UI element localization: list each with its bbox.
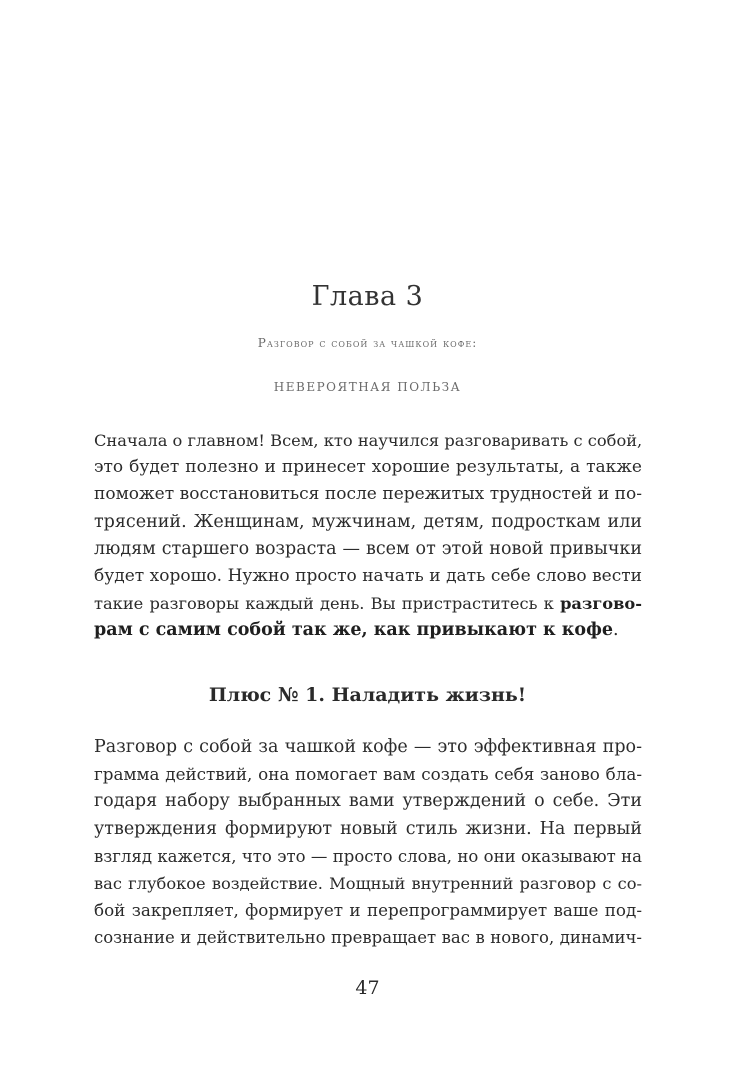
chapter-label: Глава 3 — [311, 281, 424, 312]
paragraph-line: бой закрепляет, формирует и перепрограммирует ваше под- — [94, 900, 642, 921]
chapter-title-line-2: НЕВЕРОЯТНАЯ ПОЛЬЗА — [273, 380, 462, 394]
paragraph-line: взгляд кажется, что это — просто слова, но они оказывают на — [94, 846, 642, 866]
paragraph-line-mixed — [94, 617, 642, 644]
paragraph-intro — [94, 427, 642, 645]
section-subheading: Плюс № 1. Наладить жизнь! — [208, 684, 527, 706]
paragraph-line: годаря набору выбранных вами утверждений о себе. Эти — [94, 791, 642, 812]
page-number: 47 — [355, 977, 380, 999]
paragraph-line: людям старшего возраста — всем от этой новой привычки — [94, 538, 642, 559]
chapter-title-line-1: Разговор с собой за чашкой кофе: — [257, 336, 478, 350]
paragraph-line: вас глубокое воздействие. Мощный внутренний разговор с со- — [94, 873, 642, 893]
paragraph-line: трясений. Женщинам, мужчинам, детям, подросткам или — [94, 511, 642, 532]
paragraph-line: сознание и действительно превращает вас в нового, динамич- — [94, 928, 642, 948]
paragraph-line: Разговор с собой за чашкой кофе — это эффективная про- — [94, 737, 642, 757]
paragraph-line-text: такие разговоры каждый день. Вы пристраститесь к — [94, 594, 554, 614]
paragraph-line: поможет восстановиться после пережитых трудностей и по- — [94, 484, 642, 505]
paragraph-line: будет хорошо. Нужно просто начать и дать себе слово вести — [94, 565, 642, 586]
paragraph-line-mixed — [94, 590, 642, 617]
paragraph-line: Сначала о главном! Всем, кто научился разговаривать с собой, — [94, 431, 643, 450]
paragraph-line: грамма действий, она помогает вам создать себя заново бла- — [94, 764, 642, 785]
bold-phrase-part-1: разгово- — [560, 594, 642, 614]
paragraph-line: это будет полезно и принесет хорошие результаты, а также — [94, 457, 642, 478]
bold-phrase-part-2: рам с самим собой так же, как привыкают к кофе — [94, 620, 613, 641]
paragraph-section — [94, 734, 642, 952]
paragraph-line: утверждения формируют новый стиль жизни. На первый — [94, 818, 642, 839]
end-punctuation: . — [612, 620, 619, 641]
